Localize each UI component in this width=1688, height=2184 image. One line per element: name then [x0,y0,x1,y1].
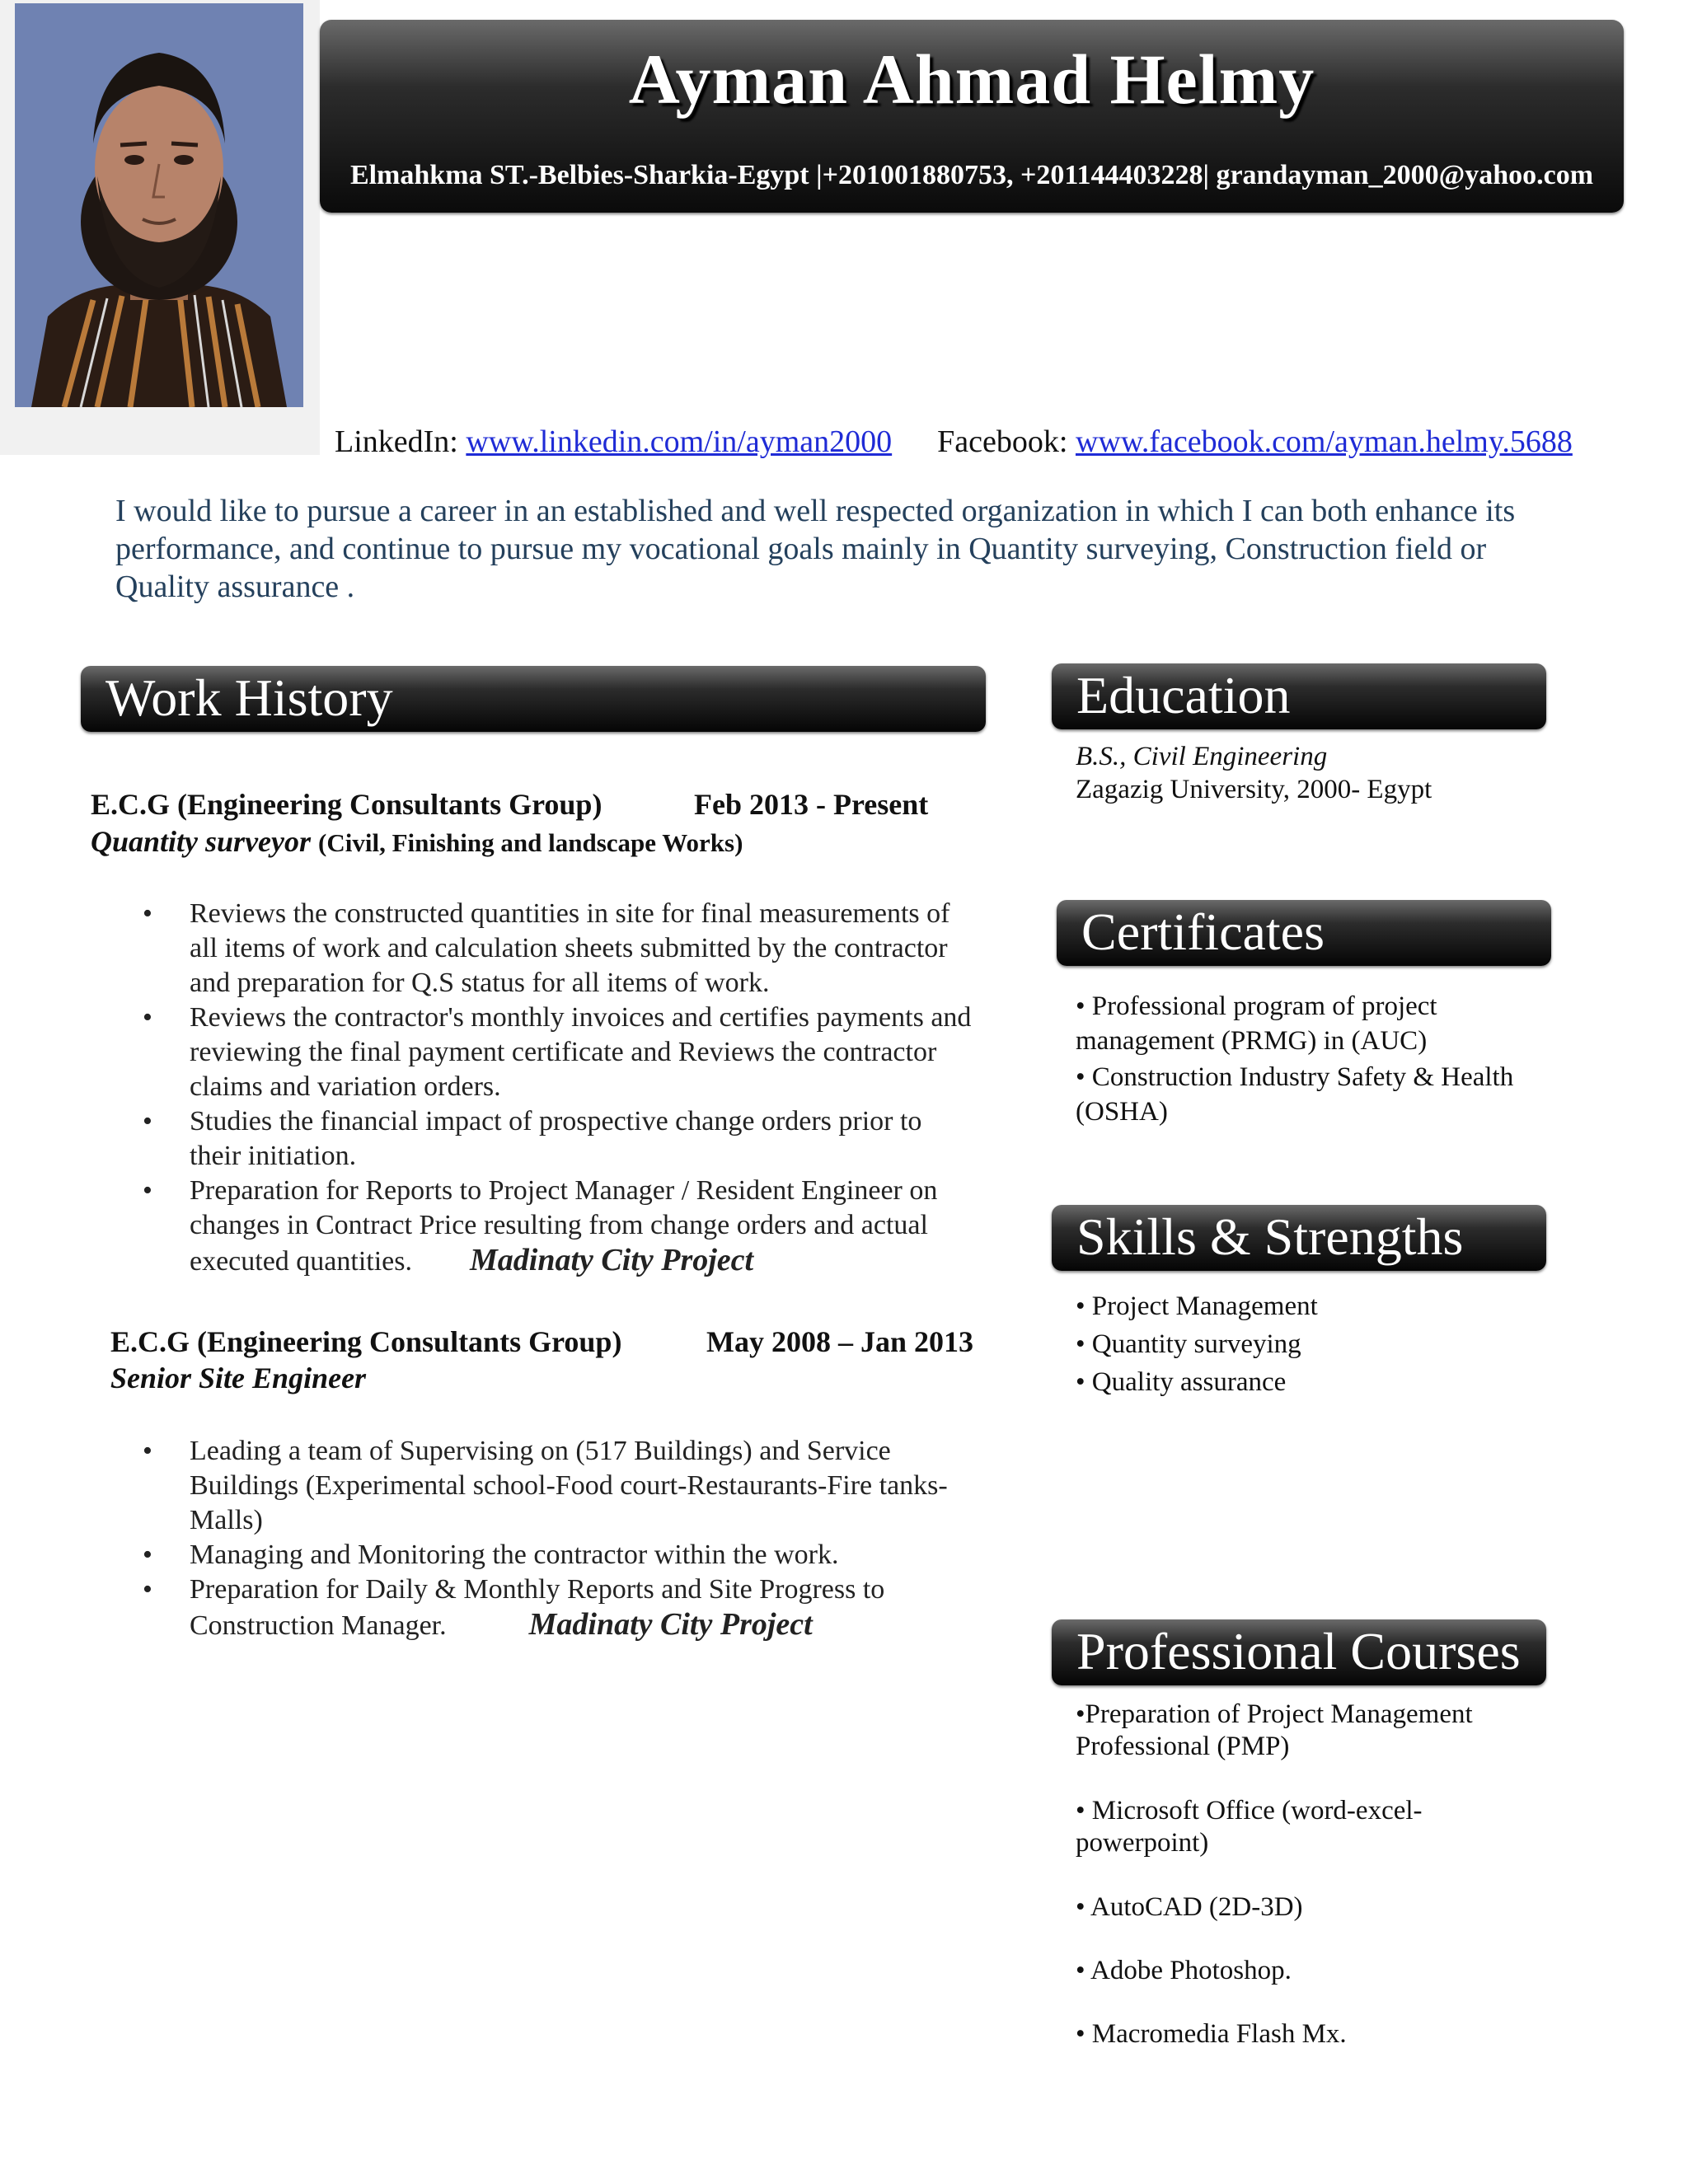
candidate-name: Ayman Ahmad Helmy [628,40,1315,119]
courses-heading: Professional Courses [1052,1619,1546,1685]
header-banner [320,20,1624,213]
skill-item: • Quality assurance [1076,1367,1287,1397]
duty-item: • Reviews the contractor's monthly invoices and certifies payments and reviewing the final payment certificate and Reviews the contractor claims and variation orders. [143,1002,972,1102]
photo-frame [0,0,320,455]
job2-role: Senior Site Engineer [110,1361,367,1394]
profile-photo [15,3,303,407]
course-item: • Macromedia Flash Mx. [1076,2019,1347,2049]
career-objective: I would like to pursue a career in an established and well respected organization in which I can both enhance its performance, and continue to pursue my vocational goals mainly in Quantity surveying, Construction field or Quality assurance . [115,494,1516,604]
job2-project: Madinaty City Project [528,1607,813,1642]
linkedin-link[interactable]: www.linkedin.com/in/ayman2000 [466,424,893,459]
education-school: Zagazig University, 2000- Egypt [1076,775,1432,804]
duty-item: • Studies the financial impact of prospective change orders prior to their initiation. [143,1106,922,1171]
job1-role-line [91,824,743,859]
job2-duties [143,1434,973,1643]
certificate-item: • Construction Industry Safety & Health (OSHA) [1076,1062,1514,1127]
skills-heading: Skills & Strengths [1052,1205,1546,1271]
skill-item: • Quantity surveying [1076,1329,1301,1359]
duty-item: • Preparation for Daily & Monthly Reports and Site Progress to Construction Manager. Madinaty City Project [143,1574,885,1642]
work-history-heading: Work History [81,666,986,732]
facebook-label: Facebook: [937,424,1068,459]
course-item: •Preparation of Project Management Professional (PMP) [1076,1699,1473,1761]
certificates-heading: Certificates [1057,900,1551,966]
job2-dates: May 2008 – Jan 2013 [706,1325,973,1358]
contact-details: Elmahkma ST.-Belbies-Sharkia-Egypt |+201001880753, +201144403228| grandayman_2000@yahoo.com [349,160,1594,190]
course-item: • AutoCAD (2D-3D) [1076,1892,1303,1922]
job1-role-note: (Civil, Finishing and landscape Works) [318,828,743,857]
job1-company: E.C.G (Engineering Consultants Group) [91,788,603,821]
linkedin-label: LinkedIn: [335,424,458,459]
skill-item: • Project Management [1076,1291,1318,1321]
duty-item: • Preparation for Reports to Project Manager / Resident Engineer on changes in Contract Price resulting from change orders and actual executed quantities. Madinaty City Project [143,1175,938,1277]
course-item: • Adobe Photoshop. [1076,1956,1292,1985]
job2-company: E.C.G (Engineering Consultants Group) [110,1325,622,1358]
job1-project: Madinaty City Project [470,1243,754,1277]
job1-dates: Feb 2013 - Present [694,788,929,821]
courses-list [1076,1699,1537,2050]
social-links [335,424,1573,460]
duty-item: • Leading a team of Supervising on (517 Buildings) and Service Buildings (Experimental school-Food court-Restaurants-Fire tanks-Malls) [143,1436,948,1535]
certificate-item: • Professional program of project management (PRMG) in (AUC) [1076,991,1437,1056]
facebook-link[interactable]: www.facebook.com/ayman.helmy.5688 [1075,424,1573,459]
education-details [1076,740,1587,806]
certificates-list [1076,989,1570,1129]
duty-item: • Managing and Monitoring the contractor within the work. [143,1540,839,1570]
skills-list [1076,1287,1570,1401]
course-item: • Microsoft Office (word-excel-powerpoint) [1076,1796,1423,1858]
job1-duties [143,897,973,1279]
education-heading: Education [1052,663,1546,729]
education-degree: B.S., Civil Engineering [1076,742,1328,771]
job1-role: Quantity surveyor [91,825,312,858]
duty-item: • Reviews the constructed quantities in site for final measurements of all items of work and calculation sheets submitted by the contractor and preparation for Q.S status for all items of work. [143,898,950,998]
